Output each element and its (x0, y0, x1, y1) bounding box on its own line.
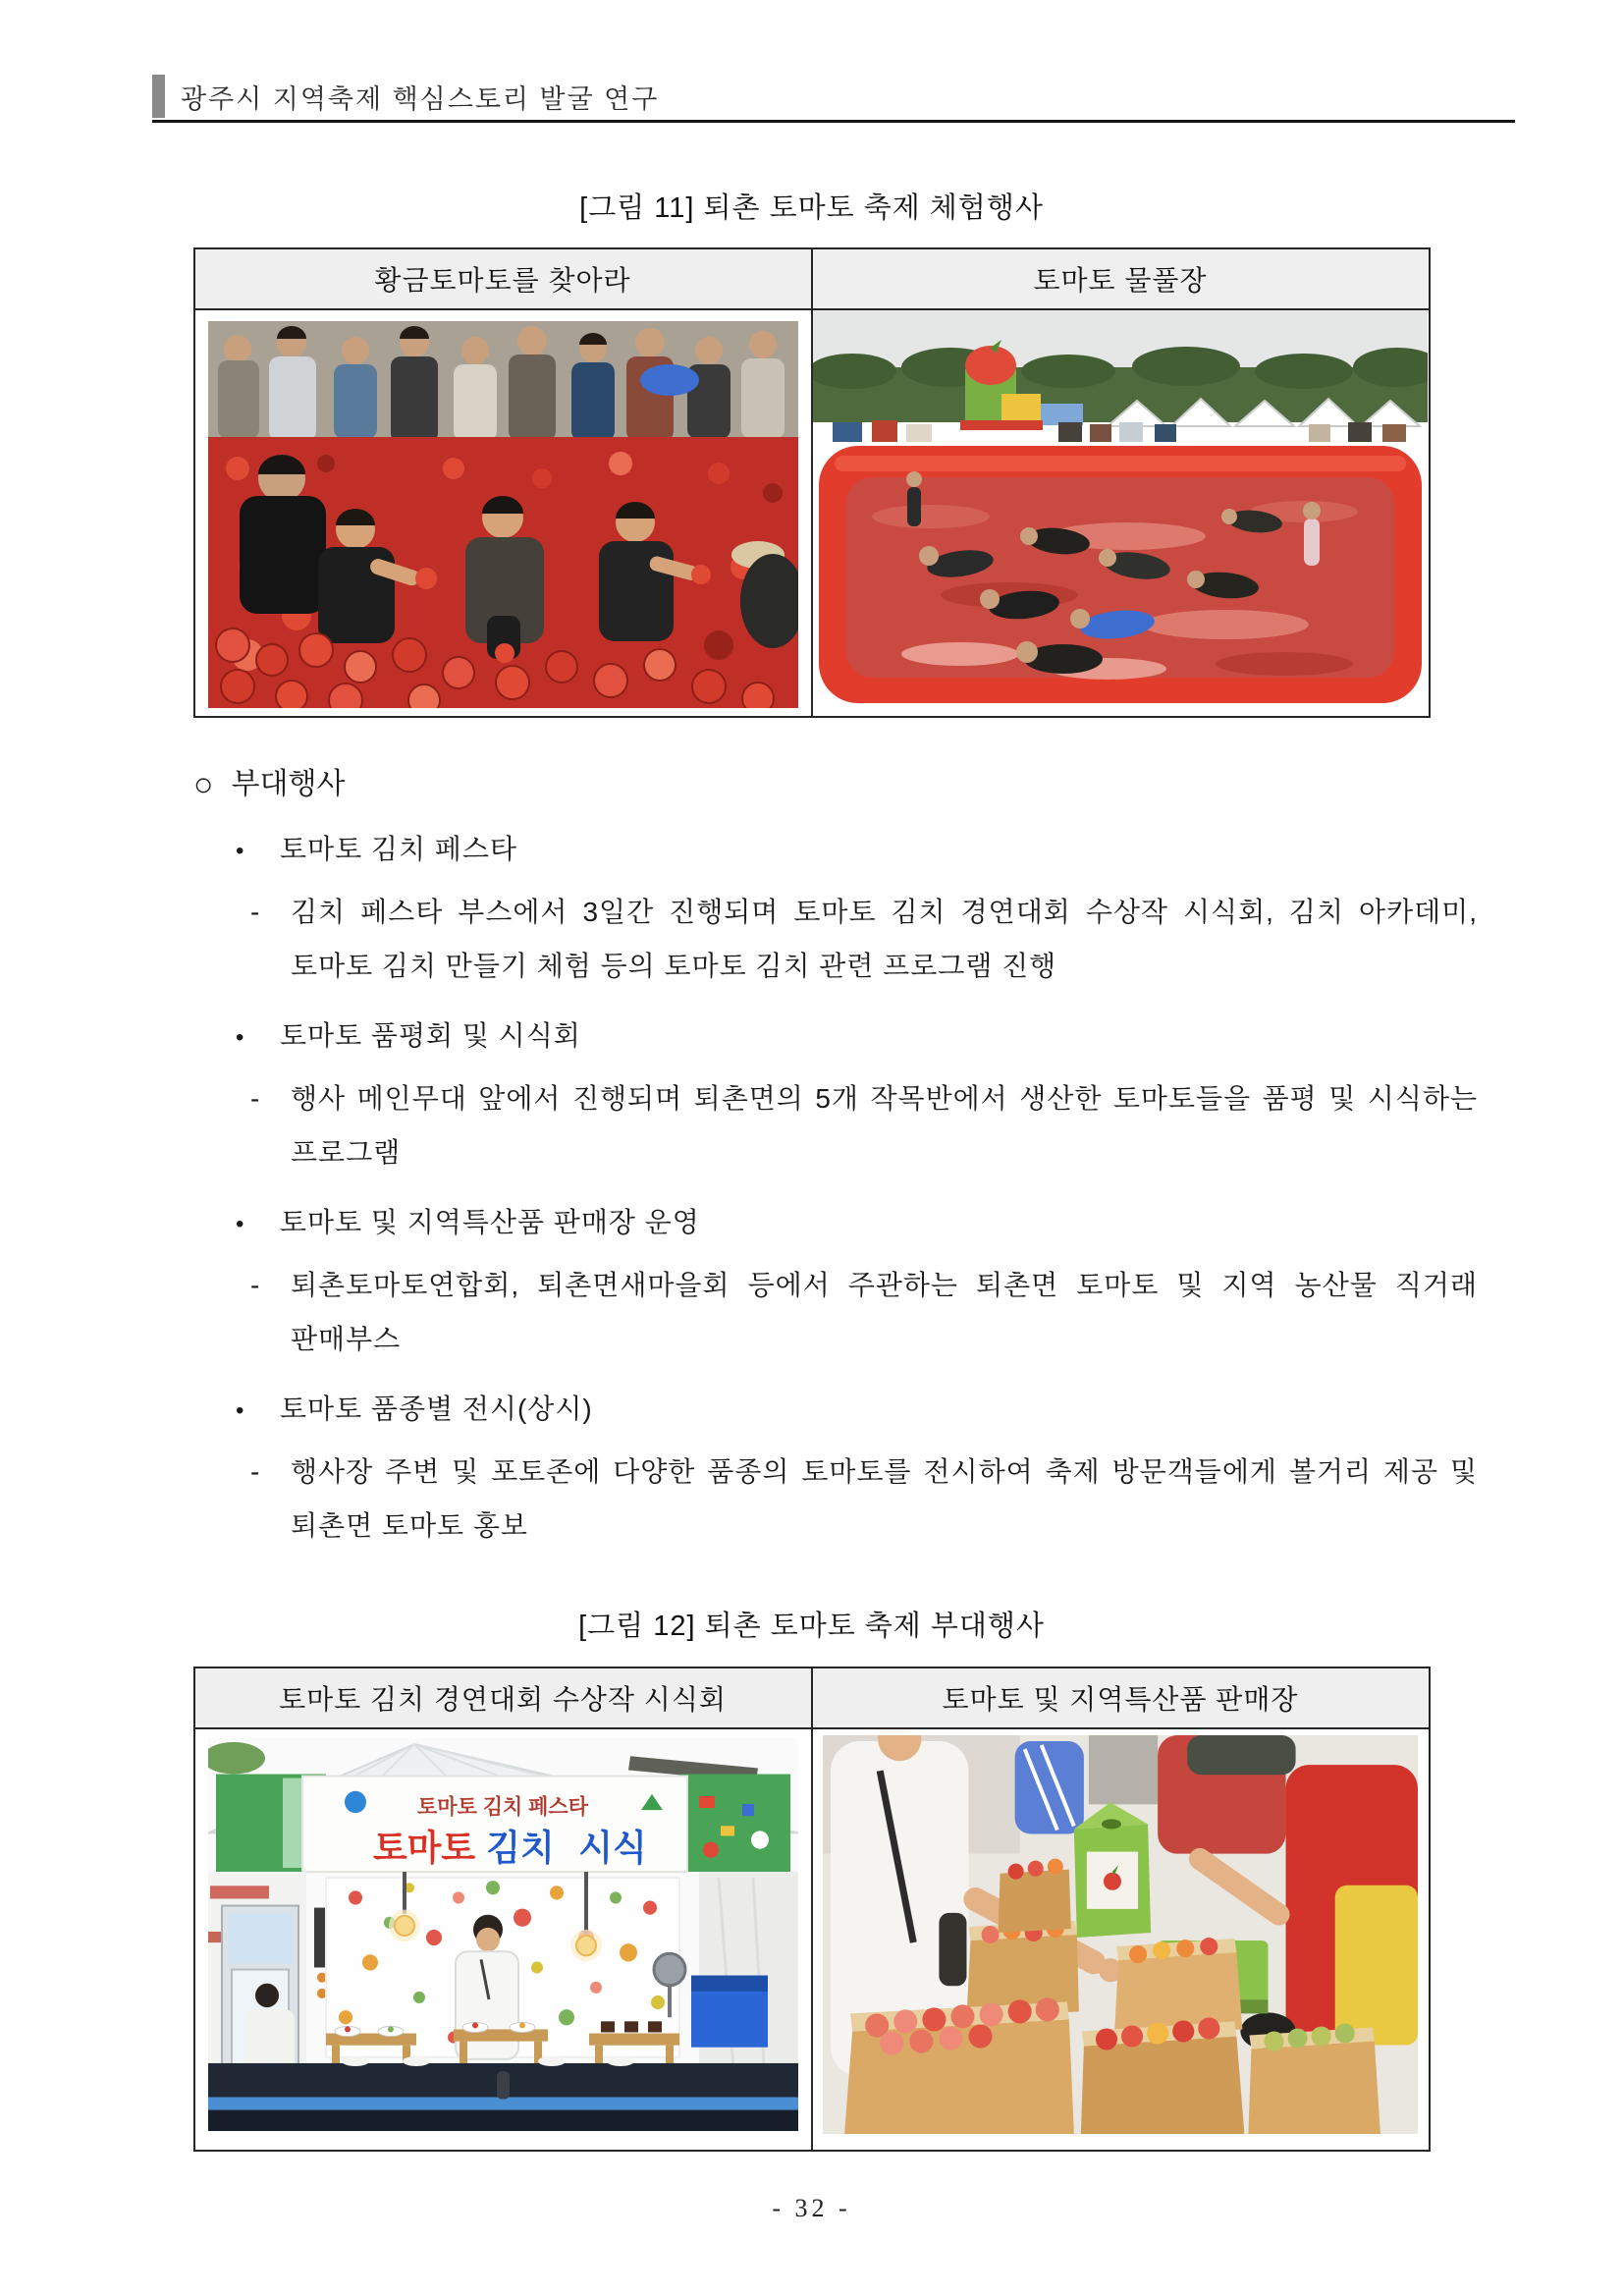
bullet-item-2-detail (193, 1071, 1478, 1179)
figure-12-table (193, 1667, 1431, 2152)
produce-market-photo (823, 1735, 1418, 2134)
figure-12-header-left: 토마토 김치 경연대회 수상작 시식회 (194, 1667, 812, 1728)
bullet-item-4-label: 토마토 품종별 전시(상시) (280, 1394, 593, 1424)
dash-icon: - (250, 1456, 261, 1487)
kimchi-tasting-tent-photo (208, 1738, 798, 2131)
bullet-item-3-detail (193, 1258, 1478, 1366)
dash-icon: - (250, 1083, 261, 1114)
figure-11-table (193, 247, 1431, 718)
figure-11-photo-cell-right (812, 309, 1430, 717)
bullet-item-2 (193, 1014, 1478, 1058)
page-header (152, 75, 1515, 118)
bullet-icon: • (236, 1024, 245, 1051)
figure-12-header-right: 토마토 및 지역특산품 판매장 (812, 1667, 1430, 1728)
bullet-item-1-detail-text: 김치 페스타 부스에서 3일간 진행되며 토마토 김치 경연대회 수상작 시식회, 김치 아카데미, 토마토 김치 만들기 체험 등의 토마토 김치 관련 프로그램 진행 (291, 897, 1478, 981)
header-rule (152, 120, 1515, 123)
page-footer (0, 2194, 1623, 2223)
golden-tomato-hunt-photo (208, 321, 798, 708)
sub-events-section (193, 763, 1478, 1553)
bullet-icon: • (236, 1397, 245, 1424)
bullet-item-3 (193, 1201, 1478, 1244)
circle-marker: ○ (193, 766, 214, 803)
bullet-item-4 (193, 1388, 1478, 1431)
bullet-item-2-detail-text: 행사 메인무대 앞에서 진행되며 퇴촌면의 5개 작목반에서 생산한 토마토들을 품평 및 시식하는 프로그램 (291, 1083, 1478, 1168)
bullet-item-3-label: 토마토 및 지역특산품 판매장 운영 (280, 1207, 700, 1237)
figure-12-photo-cell-left (194, 1728, 812, 2151)
bullet-item-1-detail (193, 885, 1478, 993)
banner-word-kimchi: 김치 (485, 1827, 555, 1868)
section-heading-label: 부대행사 (231, 768, 346, 800)
banner-word-tomato: 토마토 (372, 1827, 475, 1868)
bullet-item-3-detail-text: 퇴촌토마토연합회, 퇴촌면새마을회 등에서 주관하는 퇴촌면 토마토 및 지역 농산물 직거래 판매부스 (291, 1270, 1478, 1354)
figure-11-photo-cell-left (194, 309, 812, 717)
bullet-item-1 (193, 828, 1478, 871)
running-head-title: 광주시 지역축제 핵심스토리 발굴 연구 (181, 83, 660, 114)
bullet-item-4-detail (193, 1445, 1478, 1553)
section-heading (193, 763, 1478, 806)
bullet-icon: • (236, 1211, 245, 1237)
bullet-item-2-label: 토마토 품평회 및 시식회 (280, 1020, 581, 1051)
figure-12-caption: [그림 12] 퇴촌 토마토 축제 부대행사 (578, 1611, 1045, 1642)
header-bar-marker (152, 75, 165, 118)
bullet-item-4-detail-text: 행사장 주변 및 포토존에 다양한 품종의 토마토를 전시하여 축제 방문객들에게 볼거리 제공 및 퇴촌면 토마토 홍보 (291, 1456, 1478, 1541)
tomato-pool-photo (813, 310, 1428, 714)
dash-icon: - (250, 1270, 261, 1300)
page-number: - 32 - (772, 2194, 851, 2222)
dash-icon: - (250, 897, 261, 927)
bullet-item-1-label: 토마토 김치 페스타 (280, 834, 517, 864)
figure-11-header-left: 황금토마토를 찾아라 (194, 248, 812, 309)
figure-11-header-right: 토마토 물풀장 (812, 248, 1430, 309)
banner-top-line-text: 토마토 김치 페스타 (416, 1796, 588, 1820)
banner-word-tasting: 시식 (577, 1827, 647, 1868)
figure-11-caption: [그림 11] 퇴촌 토마토 축제 체험행사 (579, 192, 1044, 224)
figure-12-photo-cell-right (812, 1728, 1430, 2151)
bullet-icon: • (236, 838, 245, 864)
